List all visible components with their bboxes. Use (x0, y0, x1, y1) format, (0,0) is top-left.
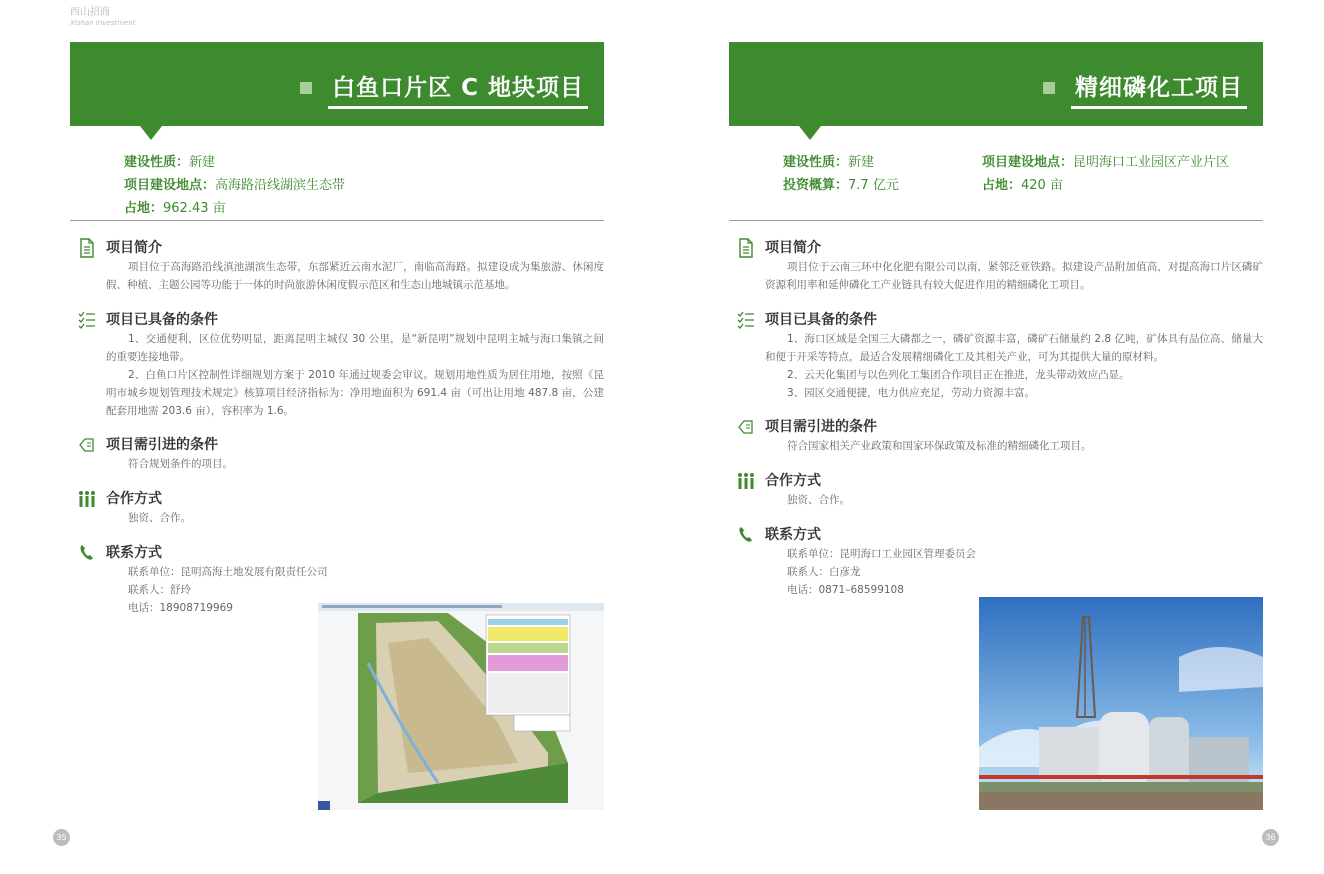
section-paragraph: 3、园区交通便捷，电力供应充足，劳动力资源丰富。 (787, 387, 1036, 399)
info-location: 项目建设地点：高海路沿线湖滨生态带 (124, 178, 346, 193)
brand-en: Xishan Investment (70, 19, 136, 27)
page-number: 35 (53, 829, 70, 846)
section-heading: 项目需引进的条件 (765, 419, 877, 435)
left-page (56, 0, 604, 874)
hand-pointer-icon (737, 417, 755, 437)
info-location: 项目建设地点：昆明海口工业园区产业片区 (982, 155, 1230, 170)
section-heading: 联系方式 (106, 545, 162, 561)
document-icon (78, 238, 96, 258)
site-plan-image (318, 603, 604, 810)
divider (70, 220, 604, 221)
section-text: 项目位于高海路沿线滇池湖滨生态带，东部紧近云南水泥厂，南临高海路。拟建设成为集旅游、休闲度假、种植、主题公园等功能于一体的时尚旅游休闲度假示范区和生态山地城镇示范基地。 (106, 261, 604, 291)
section-paragraph: 2、白鱼口片区控制性详细规划方案于 2010 年通过规委会审议。规划用地性质为居住用地，按照《昆明市城乡规划管理技术规定》核算项目经济指标为：净用地面积为 691.4 亩（可出让用地 487.8 亩，公建配套用地需 203.6 亩），容积率为 1.6。 (106, 369, 604, 417)
section-paragraph: 1、交通便利，区位优势明显，距离昆明主城仅 30 公里，是“新昆明”规划中昆明主城与海口集镇之间的重要连接地带。 (106, 333, 604, 363)
banner-pointer (140, 126, 162, 140)
document-icon (737, 238, 755, 258)
contact-line: 联系单位：昆明海口工业园区管理委员会 (787, 548, 976, 560)
section-heading: 项目需引进的条件 (106, 437, 218, 453)
title-banner (70, 42, 604, 126)
section-text: 独资、合作。 (787, 494, 850, 506)
section-heading: 项目简介 (106, 240, 162, 256)
title-square-icon (300, 82, 312, 94)
section-contact (729, 525, 1263, 599)
section-heading: 联系方式 (765, 527, 821, 543)
section-paragraph: 2、云天化集团与以色列化工集团合作项目正在推进，龙头带动效应凸显。 (787, 369, 1130, 381)
section-conditions (70, 310, 604, 420)
brand-cn: 西山招商 (70, 7, 110, 18)
contact-line: 电话：18908719969 (128, 602, 233, 614)
banner-pointer (799, 126, 821, 140)
page-title: 白鱼口片区 C 地块项目 (328, 67, 588, 109)
title-square-icon (1043, 82, 1055, 94)
section-intro (729, 238, 1263, 294)
section-required (729, 417, 1263, 455)
section-heading: 项目已具备的条件 (106, 312, 218, 328)
contact-line: 联系人：白彦龙 (787, 566, 861, 578)
hand-pointer-icon (78, 435, 96, 455)
phone-icon (737, 525, 755, 545)
page-title: 精细磷化工项目 (1071, 67, 1247, 109)
section-heading: 项目已具备的条件 (765, 312, 877, 328)
section-cooperation (729, 471, 1263, 509)
section-heading: 合作方式 (765, 473, 821, 489)
section-text: 符合规划条件的项目。 (128, 458, 233, 470)
section-paragraph: 1、海口区域是全国三大磷都之一，磷矿资源丰富，磷矿石储量约 2.8 亿吨，矿体具有品位高、储量大和便于开采等特点，最适合发展精细磷化工及其相关产业，可为其提供大量的原材料。 (765, 333, 1263, 363)
section-intro (70, 238, 604, 294)
section-required (70, 435, 604, 473)
contact-line: 电话：0871–68599108 (787, 584, 904, 596)
section-heading: 合作方式 (106, 491, 162, 507)
info-area: 占地：420 亩 (982, 178, 1063, 193)
checklist-icon (78, 310, 96, 330)
people-icon (78, 489, 96, 509)
contact-line: 联系人：舒玲 (128, 584, 191, 596)
people-icon (737, 471, 755, 491)
contact-line: 联系单位：昆明高海土地发展有限责任公司 (128, 566, 328, 578)
plant-photo (979, 597, 1263, 810)
section-text: 符合国家相关产业政策和国家环保政策及标准的精细磷化工项目。 (787, 440, 1092, 452)
info-area: 占地：962.43 亩 (124, 201, 226, 216)
section-text: 独资、合作。 (128, 512, 191, 524)
info-investment: 投资概算：7.7 亿元 (783, 178, 899, 193)
page-number: 36 (1262, 829, 1279, 846)
section-conditions (729, 310, 1263, 402)
section-heading: 项目简介 (765, 240, 821, 256)
right-page (729, 0, 1276, 874)
divider (729, 220, 1263, 221)
checklist-icon (737, 310, 755, 330)
section-text: 项目位于云南三环中化化肥有限公司以南，紧邻泛亚铁路。拟建设产品附加值高，对提高海口片区磷矿资源利用率和延伸磷化工产业链具有较大促进作用的精细磷化工项目。 (765, 261, 1263, 291)
info-nature: 建设性质：新建 (783, 155, 875, 170)
phone-icon (78, 543, 96, 563)
info-nature: 建设性质：新建 (124, 155, 216, 170)
title-banner (729, 42, 1263, 126)
section-cooperation (70, 489, 604, 527)
